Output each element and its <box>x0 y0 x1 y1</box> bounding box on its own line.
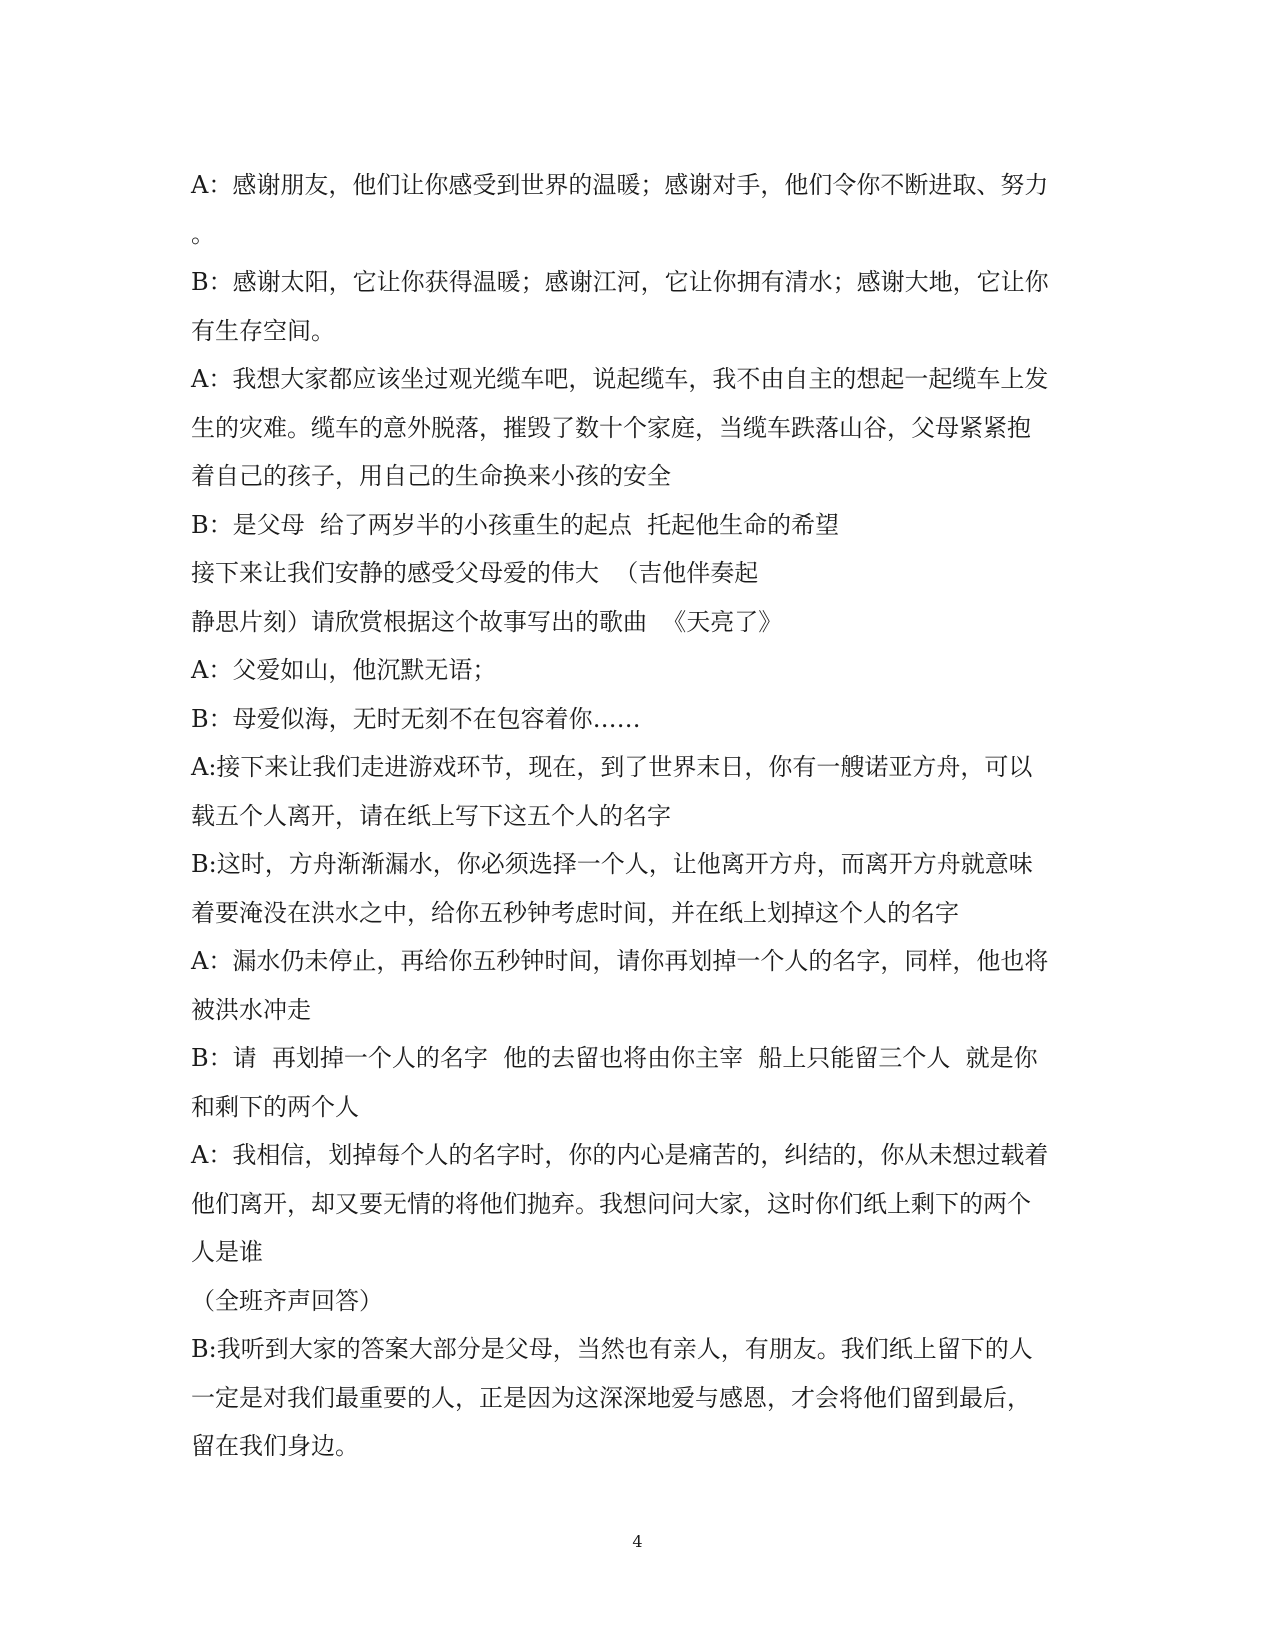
text-line: A：我想大家都应该坐过观光缆车吧，说起缆车，我不由自主的想起一起缆车上发 <box>191 365 1049 393</box>
text-line: 和剩下的两个人 <box>191 1092 359 1121</box>
text-line: B:我听到大家的答案大部分是父母，当然也有亲人，有朋友。我们纸上留下的人 <box>191 1335 1033 1363</box>
text-line: 有生存空间。 <box>191 316 335 345</box>
text-line: B：母爱似海，无时无刻不在包容着你…… <box>191 704 641 733</box>
page-number: 4 <box>632 1532 643 1551</box>
text-line: A：感谢朋友，他们让你感受到世界的温暖；感谢对手，他们令你不断进取、努力 <box>191 171 1049 199</box>
text-line: 留在我们身边。 <box>191 1432 359 1460</box>
text-line: B：感谢太阳，它让你获得温暖；感谢江河，它让你拥有清水；感谢大地，它让你 <box>191 268 1049 296</box>
text-line: A：父爱如山，他沉默无语； <box>191 656 497 684</box>
text-line: B:这时，方舟渐渐漏水，你必须选择一个人，让他离开方舟，而离开方舟就意味 <box>191 850 1033 878</box>
text-line: 他们离开，却又要无情的将他们抛弃。我想问问大家，这时你们纸上剩下的两个 <box>191 1189 1031 1218</box>
text-line: 载五个人离开，请在纸上写下这五个人的名字 <box>191 801 671 830</box>
text-line: B：是父母 给了两岁半的小孩重生的起点 托起他生命的希望 <box>191 510 840 539</box>
text-line: B：请 再划掉一个人的名字 他的去留也将由你主宰 船上只能留三个人 就是你 <box>191 1044 1038 1072</box>
text-line: 。 <box>191 219 215 248</box>
text-line: 着自己的孩子，用自己的生命换来小孩的安全 <box>191 462 671 490</box>
text-line: 着要淹没在洪水之中，给你五秒钟考虑时间，并在纸上划掉这个人的名字 <box>191 898 959 927</box>
body-text <box>191 161 1086 1471</box>
text-line: A:接下来让我们走进游戏环节，现在，到了世界末日，你有一艘诺亚方舟，可以 <box>191 753 1033 781</box>
text-line: 一定是对我们最重要的人，正是因为这深深地爱与感恩，才会将他们留到最后， <box>191 1383 1031 1412</box>
text-line: 接下来让我们安静的感受父母爱的伟大 （吉他伴奏起 <box>191 559 759 587</box>
text-line: 生的灾难。缆车的意外脱落，摧毁了数十个家庭，当缆车跌落山谷，父母紧紧抱 <box>191 413 1031 442</box>
text-line: （全班齐声回答） <box>191 1286 383 1315</box>
text-line: A：漏水仍未停止，再给你五秒钟时间，请你再划掉一个人的名字，同样，他也将 <box>191 947 1049 975</box>
text-line: 静思片刻）请欣赏根据这个故事写出的歌曲 《天亮了》 <box>191 607 783 636</box>
text-line: 被洪水冲走 <box>191 995 311 1024</box>
text-line: 人是谁 <box>191 1238 263 1266</box>
text-line: A：我相信，划掉每个人的名字时，你的内心是痛苦的，纠结的，你从未想过载着 <box>191 1141 1049 1169</box>
